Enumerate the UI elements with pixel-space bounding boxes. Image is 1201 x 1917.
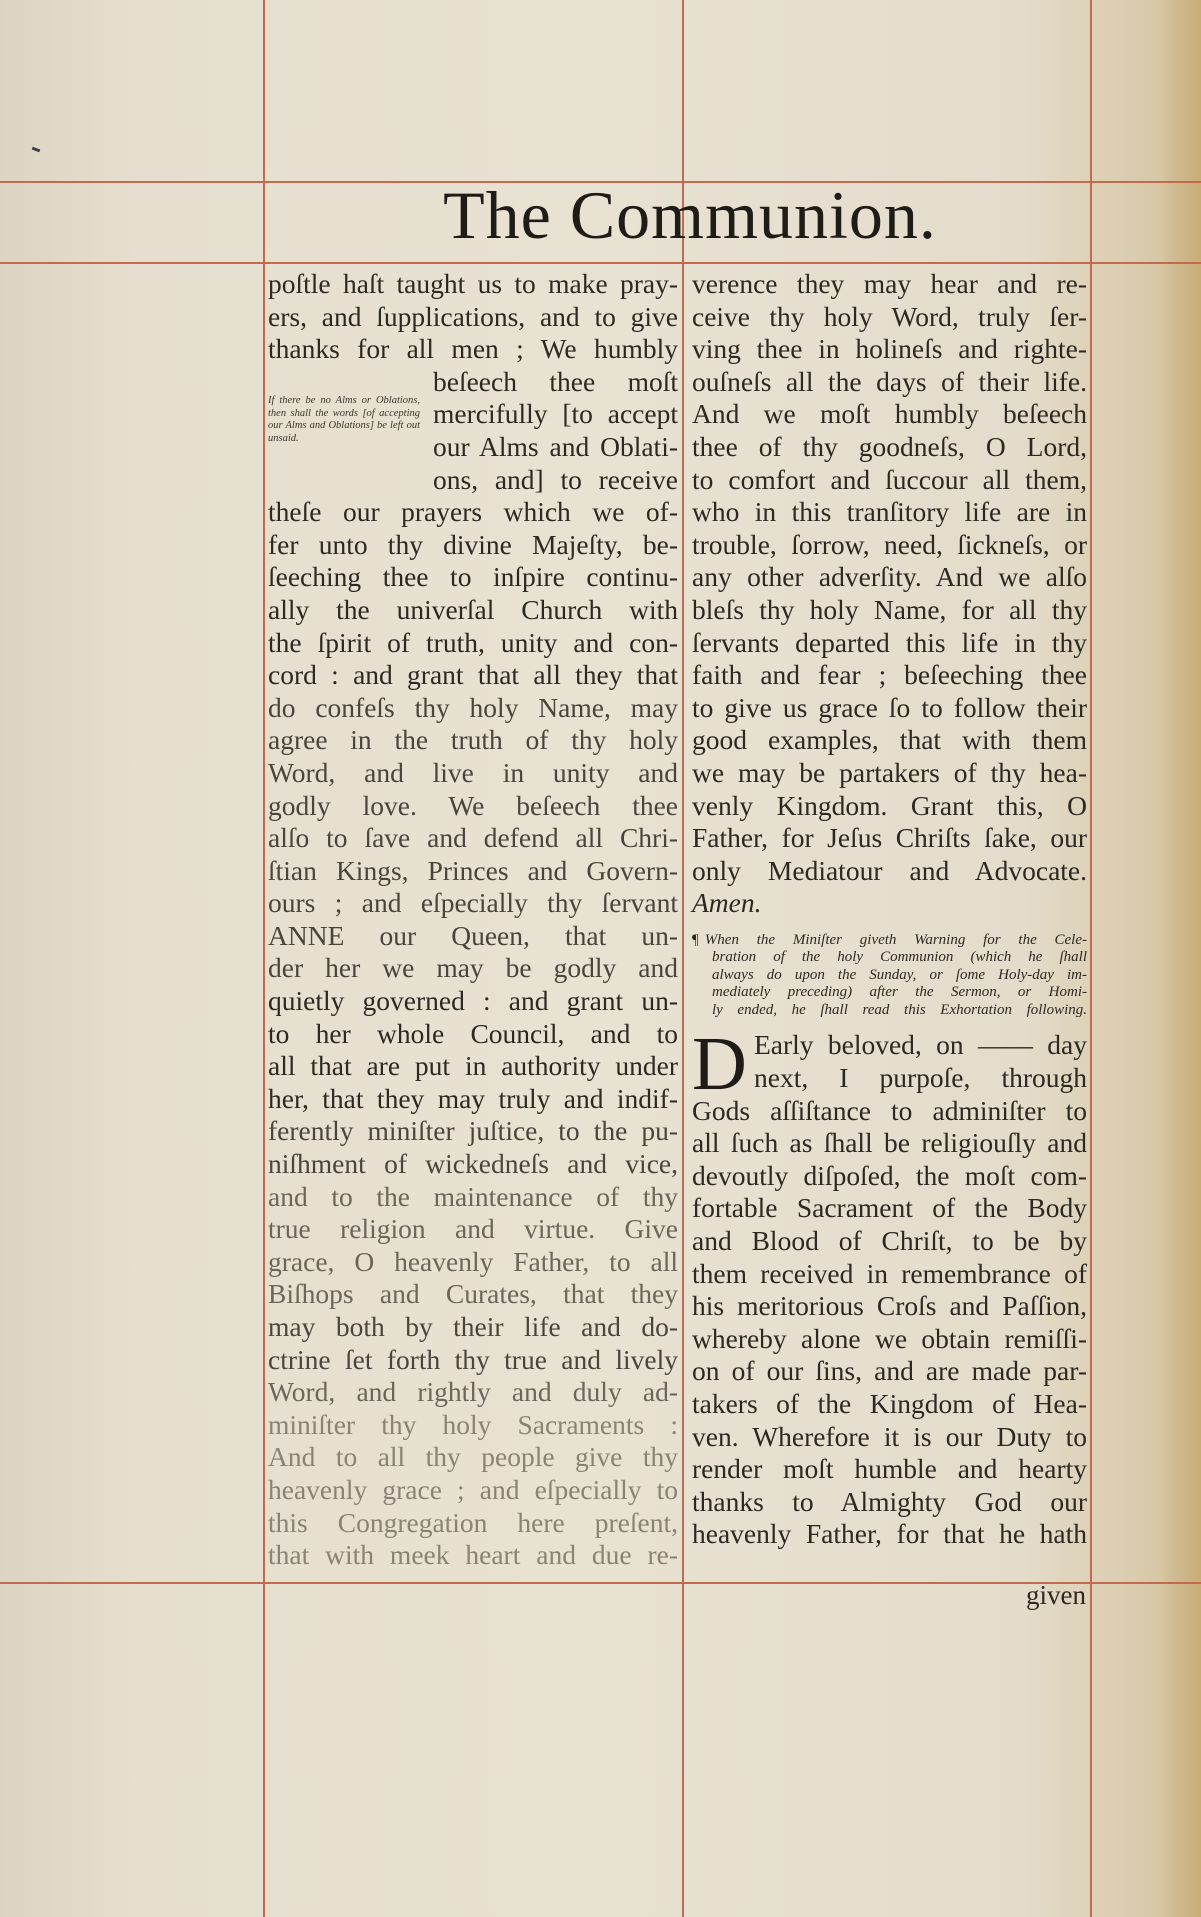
text-line: who in this tranſitory life are in [692, 496, 1087, 528]
text-line: fer unto thy divine Majeſty, be- [268, 528, 678, 560]
text-line: ſtian Kings, Princes and Govern- [268, 854, 678, 886]
right-column [692, 268, 1087, 1551]
text-line: And to all thy people give thy [268, 1441, 678, 1473]
text-line: der her we may be godly and [268, 952, 678, 984]
page-edge-stain [1161, 0, 1201, 1917]
text-line: to comfort and ſuccour all them, [692, 463, 1087, 495]
text-line: ving thee in holineſs and righte- [692, 333, 1087, 365]
text-line: takers of the Kingdom of Hea- [692, 1387, 1087, 1419]
text-line: niſhment of wickedneſs and vice, [268, 1148, 678, 1180]
rubric-instruction [692, 932, 1087, 1020]
text-line: only Mediatour and Advocate. [692, 854, 1087, 886]
text-line: ſeeching thee to inſpire continu- [268, 561, 678, 593]
left-column [268, 268, 678, 1572]
drop-cap: D [692, 1022, 747, 1107]
text-line: and to the maintenance of thy [268, 1180, 678, 1212]
text-line: the ſpirit of truth, unity and con- [268, 626, 678, 658]
text-line: ceive thy holy Word, truly ſer- [692, 300, 1087, 332]
text-line: Father, for Jeſus Chriſts ſake, our [692, 822, 1087, 854]
text-line: his meritorious Croſs and Paſſion, [692, 1290, 1087, 1322]
text-line: Word, and rightly and duly ad- [268, 1376, 678, 1408]
text-line: bleſs thy holy Name, for all thy [692, 593, 1087, 625]
rule-bottom [0, 1582, 1201, 1584]
text-line: devoutly diſpoſed, the moſt com- [692, 1159, 1087, 1191]
text-line: this Congregation here preſent, [268, 1506, 678, 1538]
rule-top-2 [0, 262, 1201, 264]
text-line: ouſneſs all the days of their life. [692, 365, 1087, 397]
margin-note: If there be no Alms or Oblations, then shall the words [of accepting our Alms and Oblations] be left out unsaid. [268, 395, 420, 444]
rubric-text: When the Miniſter giveth Warning for the Cele- [704, 931, 1087, 948]
text-line: true religion and virtue. Give [268, 1213, 678, 1245]
text-line: to her whole Council, and to [268, 1017, 678, 1049]
text-line: heavenly grace ; and eſpecially to [268, 1473, 678, 1505]
exhortation [692, 1022, 1087, 1551]
text-line: mercifully [to accept [433, 398, 678, 430]
text-line: thanks for all men ; We humbly [268, 333, 678, 365]
amen-line: Amen. [692, 887, 762, 919]
text-line: any other adverſity. And we alſo [692, 561, 1087, 593]
text-line: whereby alone we obtain remiſſi- [692, 1322, 1087, 1354]
text-line: all ſuch as ſhall be religiouſly and [692, 1127, 1087, 1159]
text-line: faith and fear ; beſeeching thee [692, 659, 1087, 691]
text-line: Word, and live in unity and [268, 756, 678, 788]
pilcrow-icon: ¶ [692, 931, 699, 948]
rubric-line [692, 932, 1087, 950]
text-line: on of our ſins, and are made par- [692, 1355, 1087, 1387]
rubric-line: mediately preceding) after the Sermon, or Homi- [712, 984, 1087, 1001]
rule-center [682, 0, 684, 1917]
text-line: alſo to ſave and defend all Chri- [268, 822, 678, 854]
text-line: we may be partakers of thy hea- [692, 756, 1087, 788]
page-title: The Communion. [443, 177, 937, 253]
text-line: our Alms and Oblati- [433, 430, 678, 462]
text-line: render moſt humble and hearty [692, 1453, 1087, 1485]
text-line: ven. Wherefore it is our Duty to [692, 1420, 1087, 1452]
rule-left [263, 0, 265, 1917]
text-line: venly Kingdom. Grant this, O [692, 789, 1087, 821]
text-line: ctrine ſet forth thy true and lively [268, 1343, 678, 1375]
text-line: Gods aſſiſtance to adminiſter to [692, 1094, 1087, 1126]
ink-speck [32, 147, 41, 153]
text-line: poſtle haſt taught us to make pray- [268, 268, 678, 299]
text-line: good examples, that with them [692, 724, 1087, 756]
text-line: godly love. We beſeech thee [268, 789, 678, 821]
rule-right [1090, 0, 1092, 1917]
text-line: ſervants departed this life in thy [692, 626, 1087, 658]
text-line: ferently miniſter juſtice, to the pu- [268, 1115, 678, 1147]
rubric-line: bration of the holy Communion (which he ſhall [712, 949, 1087, 966]
text-line: fortable Sacrament of the Body [692, 1192, 1087, 1224]
text-line: cord : and grant that all they that [268, 659, 678, 691]
text-line: ally the univerſal Church with [268, 593, 678, 625]
text-line: Early beloved, on —— day [754, 1029, 1087, 1061]
text-line: may both by their life and do- [268, 1311, 678, 1342]
text-line: heavenly Father, for that he hath [692, 1518, 1087, 1550]
text-line: trouble, ſorrow, need, ſickneſs, or [692, 528, 1087, 560]
catchword: given [1026, 1580, 1086, 1610]
rubric-line: ly ended, he ſhall read this Exhortation following. [712, 1001, 1087, 1018]
text-line: thee of thy goodneſs, O Lord, [692, 430, 1087, 462]
text-line: theſe our prayers which we of- [268, 496, 678, 528]
text-line: next, I purpoſe, through [754, 1061, 1087, 1093]
text-line: all that are put in authority under [268, 1050, 678, 1082]
text-line: her, that they may truly and indif- [268, 1082, 678, 1114]
text-line: them received in remembrance of [692, 1257, 1087, 1289]
text-line: miniſter thy holy Sacraments : [268, 1408, 678, 1440]
rubric-line: always do upon the Sunday, or ſome Holy-day im- [712, 966, 1087, 983]
text-line: quietly governed : and grant un- [268, 985, 678, 1017]
text-line: agree in the truth of thy holy [268, 724, 678, 756]
text-line: beſeech thee moſt [433, 365, 678, 397]
text-line: thanks to Almighty God our [692, 1485, 1087, 1517]
text-line: verence they may hear and re- [692, 268, 1087, 299]
text-line: ANNE our Queen, that un- [268, 919, 678, 951]
text-line: grace, O heavenly Father, to all [268, 1245, 678, 1277]
text-line: and Blood of Chriſt, to be by [692, 1224, 1087, 1256]
text-line: that with meek heart and due re- [268, 1539, 678, 1571]
text-line: ons, and] to receive [433, 463, 678, 495]
text-line: to give us grace ſo to follow their [692, 691, 1087, 723]
text-line: do confeſs thy holy Name, may [268, 691, 678, 723]
text-line: ours ; and eſpecially thy ſervant [268, 887, 678, 919]
text-line: Biſhops and Curates, that they [268, 1278, 678, 1310]
text-line: And we moſt humbly beſeech [692, 398, 1087, 430]
text-line: ers, and ſupplications, and to give [268, 300, 678, 332]
